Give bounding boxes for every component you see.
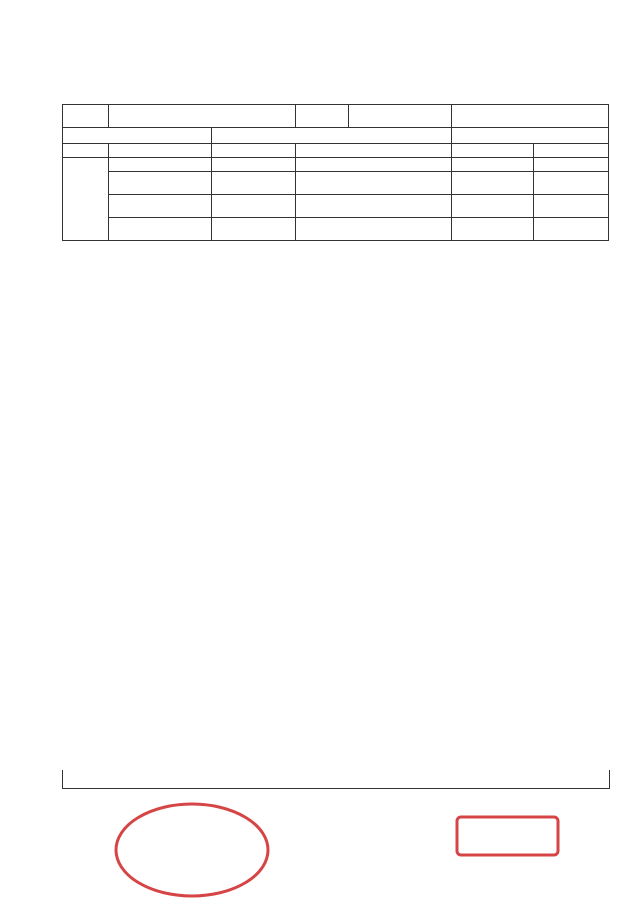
- inspection-table: [62, 104, 609, 241]
- item-requirement: [296, 195, 452, 218]
- col-requirement: [296, 144, 452, 158]
- item-conclusion: [534, 172, 609, 195]
- item-unit: [212, 218, 296, 241]
- inspection-standard: [452, 128, 609, 144]
- item-conclusion: [534, 158, 609, 172]
- item-result: [452, 172, 534, 195]
- signature-row: [62, 770, 610, 789]
- col-no: [63, 144, 109, 158]
- product-name: [109, 105, 296, 128]
- item-requirement: [296, 158, 452, 172]
- pass-stamp: [455, 815, 560, 857]
- product-name-label: [63, 105, 109, 128]
- table-row: [63, 158, 609, 172]
- item-name: [109, 195, 212, 218]
- item-name: [109, 218, 212, 241]
- item-unit: [212, 172, 296, 195]
- table-row: [63, 195, 609, 218]
- table-row: [63, 218, 609, 241]
- item-requirement: [296, 218, 452, 241]
- item-result: [452, 195, 534, 218]
- producer-label: [296, 105, 349, 127]
- item-result: [452, 218, 534, 241]
- col-conclusion: [534, 144, 609, 158]
- item-unit: [212, 158, 296, 172]
- item-name: [109, 158, 212, 172]
- item-conclusion: [534, 218, 609, 241]
- col-unit: [212, 144, 296, 158]
- company-seal-stamp: [112, 800, 272, 900]
- item-result: [452, 158, 534, 172]
- production-date: [63, 128, 212, 144]
- item-conclusion: [534, 195, 609, 218]
- item-name: [109, 172, 212, 195]
- item-requirement: [296, 172, 452, 195]
- inspection-date: [212, 128, 452, 144]
- table-row: [63, 172, 609, 195]
- row-no: [63, 158, 109, 241]
- item-unit: [212, 195, 296, 218]
- col-result: [452, 144, 534, 158]
- col-item: [109, 144, 212, 158]
- report-date: [452, 105, 609, 128]
